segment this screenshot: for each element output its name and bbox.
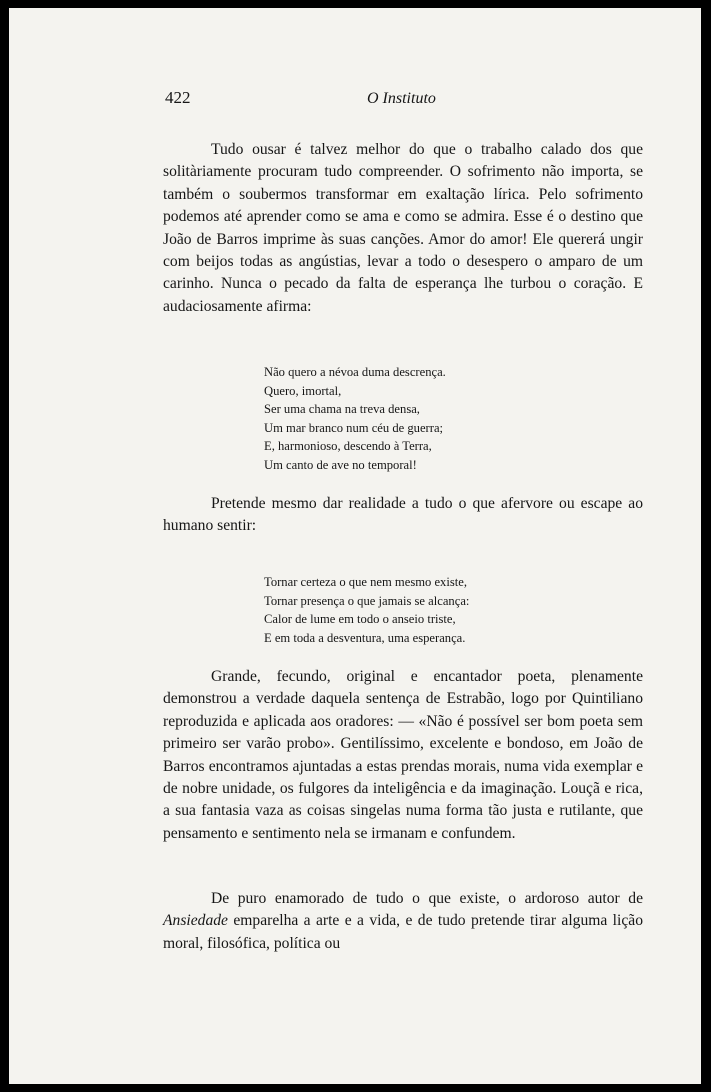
book-page — [9, 8, 701, 1084]
verse-1 — [264, 363, 644, 475]
verse-2 — [264, 573, 644, 647]
paragraph-3: Grande, fecundo, original e encantador poeta, plenamente demonstrou a verdade daquela sentença de Estrabão, logo por Quintiliano reproduzida e aplicada aos oradores: — «Não é possível ser bom poeta sem primeiro ser varão probo». Gentilíssimo, excelente e bondoso, em João de Barros encontramos ajuntadas a estas prendas morais, numa vida exemplar e de nobre unidade, os fulgores da inteligência e da imaginação. Louçã e rica, a sua fantasia vaza as coisas singelas numa forma tão justa e rutilante, que pensamento e sentimento nela se irmanam e confundem. — [163, 668, 643, 842]
paragraph-4-end: emparelha a arte e a vida, e de tudo pretende tirar alguma lição moral, filosófica, política ou — [163, 912, 643, 952]
page-number: 422 — [165, 88, 191, 107]
verse-line: Um mar branco num céu de guerra; — [264, 420, 444, 435]
running-title: O Instituto — [367, 90, 436, 107]
verse-line: Tornar certeza o que nem mesmo existe, — [264, 575, 467, 589]
verse-line: Tornar presença o que jamais se alcança: — [264, 593, 470, 608]
verse-line: Não quero a névoa duma descrença. — [264, 365, 446, 379]
verse-line: Um canto de ave no temporal! — [264, 457, 417, 472]
paragraph-2: Pretende mesmo dar realidade a tudo o que afervore ou escape ao humano sentir: — [163, 495, 643, 535]
paragraph-4-start: De puro enamorado de tudo o que existe, o ardoroso autor de — [211, 890, 643, 907]
book-title: Ansiedade — [163, 912, 228, 930]
paragraph-1: Tudo ousar é talvez melhor do que o trabalho calado dos que solitàriamente procuram tudo compreender. O sofrimento não importa, se também o soubermos transformar em exaltação lírica. Pelo sofrimento podemos até aprender como se ama e como se admira. Esse é o destino que João de Barros imprime às suas canções. Amor do amor! Ele quererá ungir com beijos todas as angústias, levar a todo o desespero o amparo de um carinho. Nunca o pecado da falta de esperança lhe turbou o coração. E audaciosamente afirma: — [163, 141, 643, 315]
verse-line: Calor de lume em todo o anseio triste, — [264, 612, 456, 627]
verse-line: E em toda a desventura, uma esperança. — [264, 630, 466, 645]
verse-line: Quero, imortal, — [264, 383, 342, 398]
verse-line: Ser uma chama na treva densa, — [264, 402, 420, 417]
page-header — [9, 88, 701, 112]
paragraph-4 — [163, 888, 643, 955]
verse-line: E, harmonioso, descendo à Terra, — [264, 439, 432, 454]
